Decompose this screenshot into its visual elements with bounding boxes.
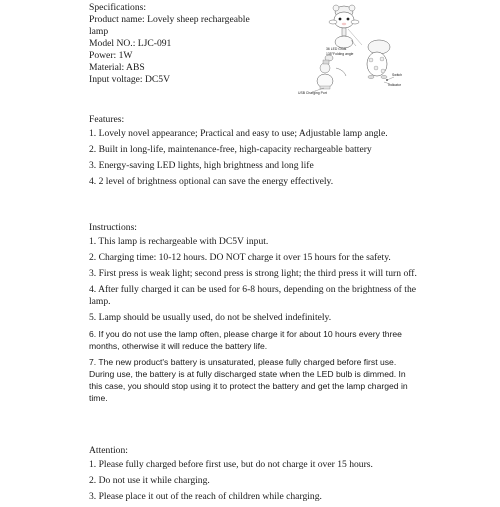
feature-item: 3. Energy-saving LED lights, high brightness and long life [89,160,314,171]
instruction-item: 1. This lamp is rechargeable with DC5V input. [89,236,269,247]
attention-section [89,445,419,507]
instruction-item: 2. Charging time: 10-12 hours. DO NOT charge it over 15 hours for the safety. [89,252,391,263]
instruction-item: 7. The new product's battery is unsaturated, please fully charged before first use. During use, the battery is at fully discharged state when the LED bulb is dimmed. In this case, you should stop using it to protect the battery and get the lamp charged in time. [89,357,408,403]
features-heading: Features: [89,114,125,125]
instructions-heading: Instructions: [89,222,137,233]
spec-power: Power: 1W [89,50,133,61]
label-switch: Switch [392,73,402,77]
label-folding-angle: 135°Folding angle [326,52,354,56]
attention-item: 1. Please fully charged before first use, but do not charge it over 15 hours. [89,459,373,470]
attention-item: 3. Please place it out of the reach of children while charging. [89,491,322,502]
feature-item: 1. Lovely novel appearance; Practical and easy to use; Adjustable lamp angle. [89,128,388,139]
instruction-item: 4. After fully charged it can be used for 6-8 hours, depending on the brightness of the lamp. [89,284,416,307]
attention-item: 2. Do not use it while charging. [89,475,210,486]
sheep-back-illustration [367,40,394,84]
spec-material: Material: ABS [89,62,145,73]
instruction-item: 6. If you do not use the lamp often, please charge it for about 10 hours every three months, otherwise it will reduce the battery life. [89,329,402,351]
spec-input-voltage: Input voltage: DC5V [89,74,171,85]
attention-heading: Attention: [89,445,128,456]
spec-product-name-cont: lamp [89,26,109,37]
sheep-lamp-diagram [296,2,418,98]
instructions-section [89,222,419,408]
label-indicator: Indicator [388,83,402,87]
sheep-side-illustration [317,55,346,89]
spec-model-no: Model NO.: LJC-091 [89,38,172,49]
label-led-grids: 36 LED Grids [326,47,347,51]
feature-item: 2. Built in long-life, maintenance-free, high-capacity rechargeable battery [89,144,372,155]
label-usb-port: USB Charging Port [298,91,327,95]
spec-product-name: Product name: Lovely sheep rechargeable [89,14,250,25]
specifications-heading: Specifications: [89,2,147,13]
feature-item: 4. 2 level of brightness optional can save the energy effectively. [89,176,334,187]
instruction-item: 5. Lamp should be usually used, do not be shelved indefinitely. [89,312,332,323]
instruction-item: 3. First press is weak light; second press is strong light; the third press it will turn off. [89,268,417,279]
sheep-front-illustration [329,5,362,48]
features-section [89,114,409,192]
specifications-section [89,2,299,86]
